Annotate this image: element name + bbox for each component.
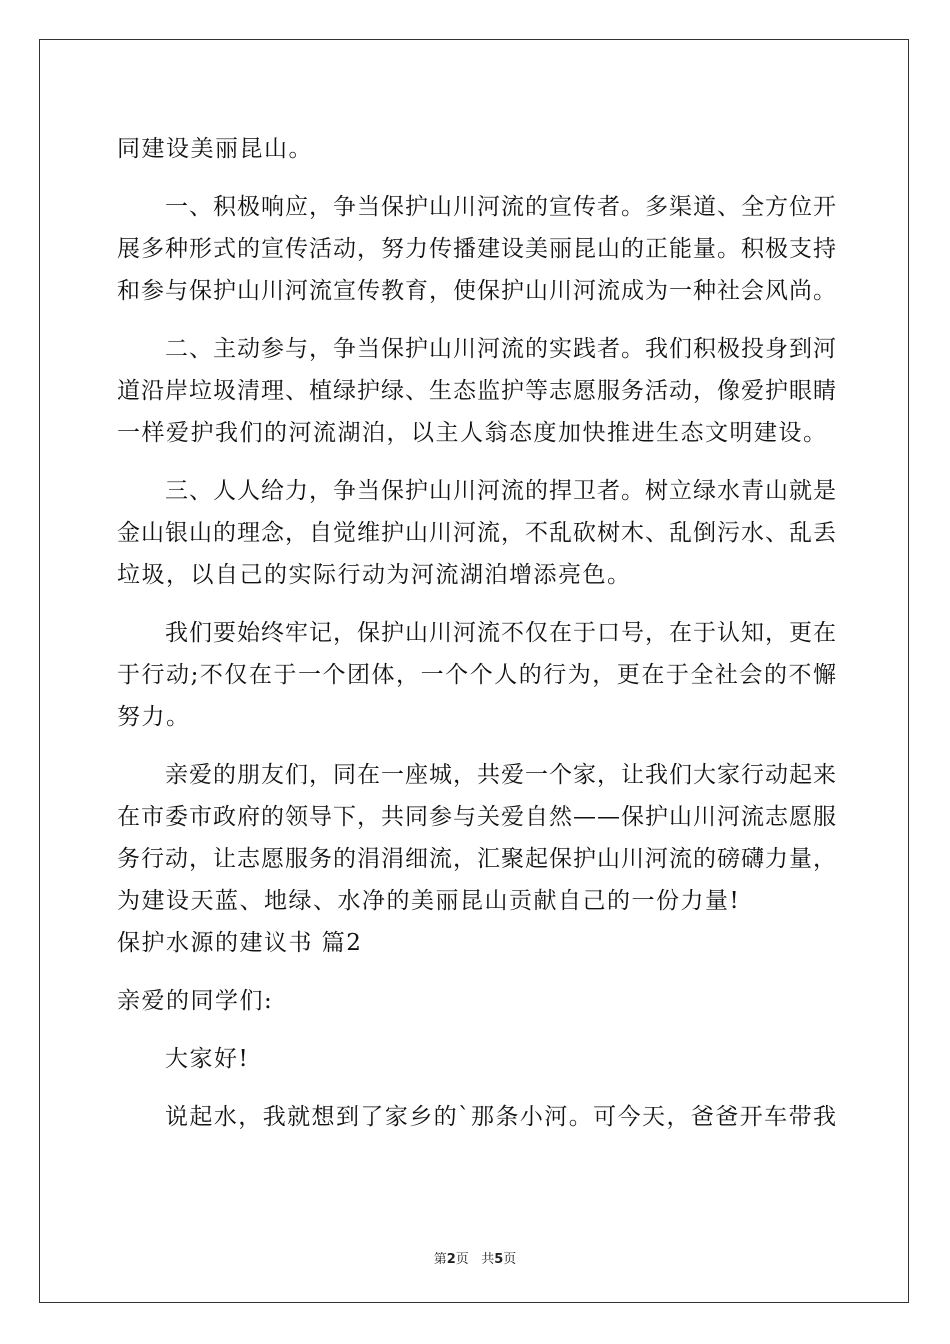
text-line: 和参与保护山川河流宣传教育，使保护山川河流成为一种社会风尚。 [117,278,837,304]
document-body [117,128,837,1138]
text-line: 于行动;不仅在于一个团体，一个个人的行为，更在于全社会的不懈 [117,662,837,688]
text-line: 一、积极响应，争当保护山川河流的宣传者。多渠道、全方位开 [165,194,837,220]
text-line: 为建设天蓝、地绿、水净的美丽昆山贡献自己的一份力量! [117,888,741,914]
text-line: 展多种形式的宣传活动，努力传播建设美丽昆山的正能量。积极支持 [117,236,837,262]
text-line: 二、主动参与，争当保护山川河流的实践者。我们积极投身到河 [165,336,837,362]
footer-page-mid: 页 [455,1252,469,1267]
footer-total-suffix: 页 [503,1252,517,1267]
footer-total-prefix: 共 [481,1252,495,1267]
text-line: 一样爱护我们的河流湖泊，以主人翁态度加快推进生态文明建设。 [117,420,828,446]
text-line: 亲爱的朋友们，同在一座城，共爱一个家，让我们大家行动起来 [165,762,837,788]
text-line: 说起水，我就想到了家乡的`那条小河。可今天，爸爸开车带我 [165,1104,837,1130]
text-line: 大家好! [165,1046,250,1072]
text-line: 在市委市政府的领导下，共同参与关爱自然——保护山川河流志愿服 [117,804,837,830]
footer-page-prefix: 第 [433,1252,447,1267]
text-line: 三、人人给力，争当保护山川河流的捍卫者。树立绿水青山就是 [165,478,837,504]
text-line: 亲爱的同学们: [117,988,274,1014]
text-line: 努力。 [117,704,191,730]
text-line: 务行动，让志愿服务的涓涓细流，汇聚起保护山川河流的磅礴力量， [117,846,837,872]
footer-page-total: 5 [494,1252,504,1267]
text-line: 我们要始终牢记，保护山川河流不仅在于口号，在于认知，更在 [165,620,837,646]
text-line: 道沿岸垃圾清理、植绿护绿、生态监护等志愿服务活动，像爱护眼睛 [117,378,837,404]
text-line: 垃圾，以自己的实际行动为河流湖泊增添亮色。 [117,562,632,588]
text-line: 保护水源的建议书 篇2 [117,930,363,956]
page-footer [0,1248,950,1267]
text-line: 同建设美丽昆山。 [117,136,313,162]
text-line: 金山银山的理念，自觉维护山川河流，不乱砍树木、乱倒污水、乱丢 [117,520,837,546]
footer-page-current: 2 [446,1252,456,1267]
